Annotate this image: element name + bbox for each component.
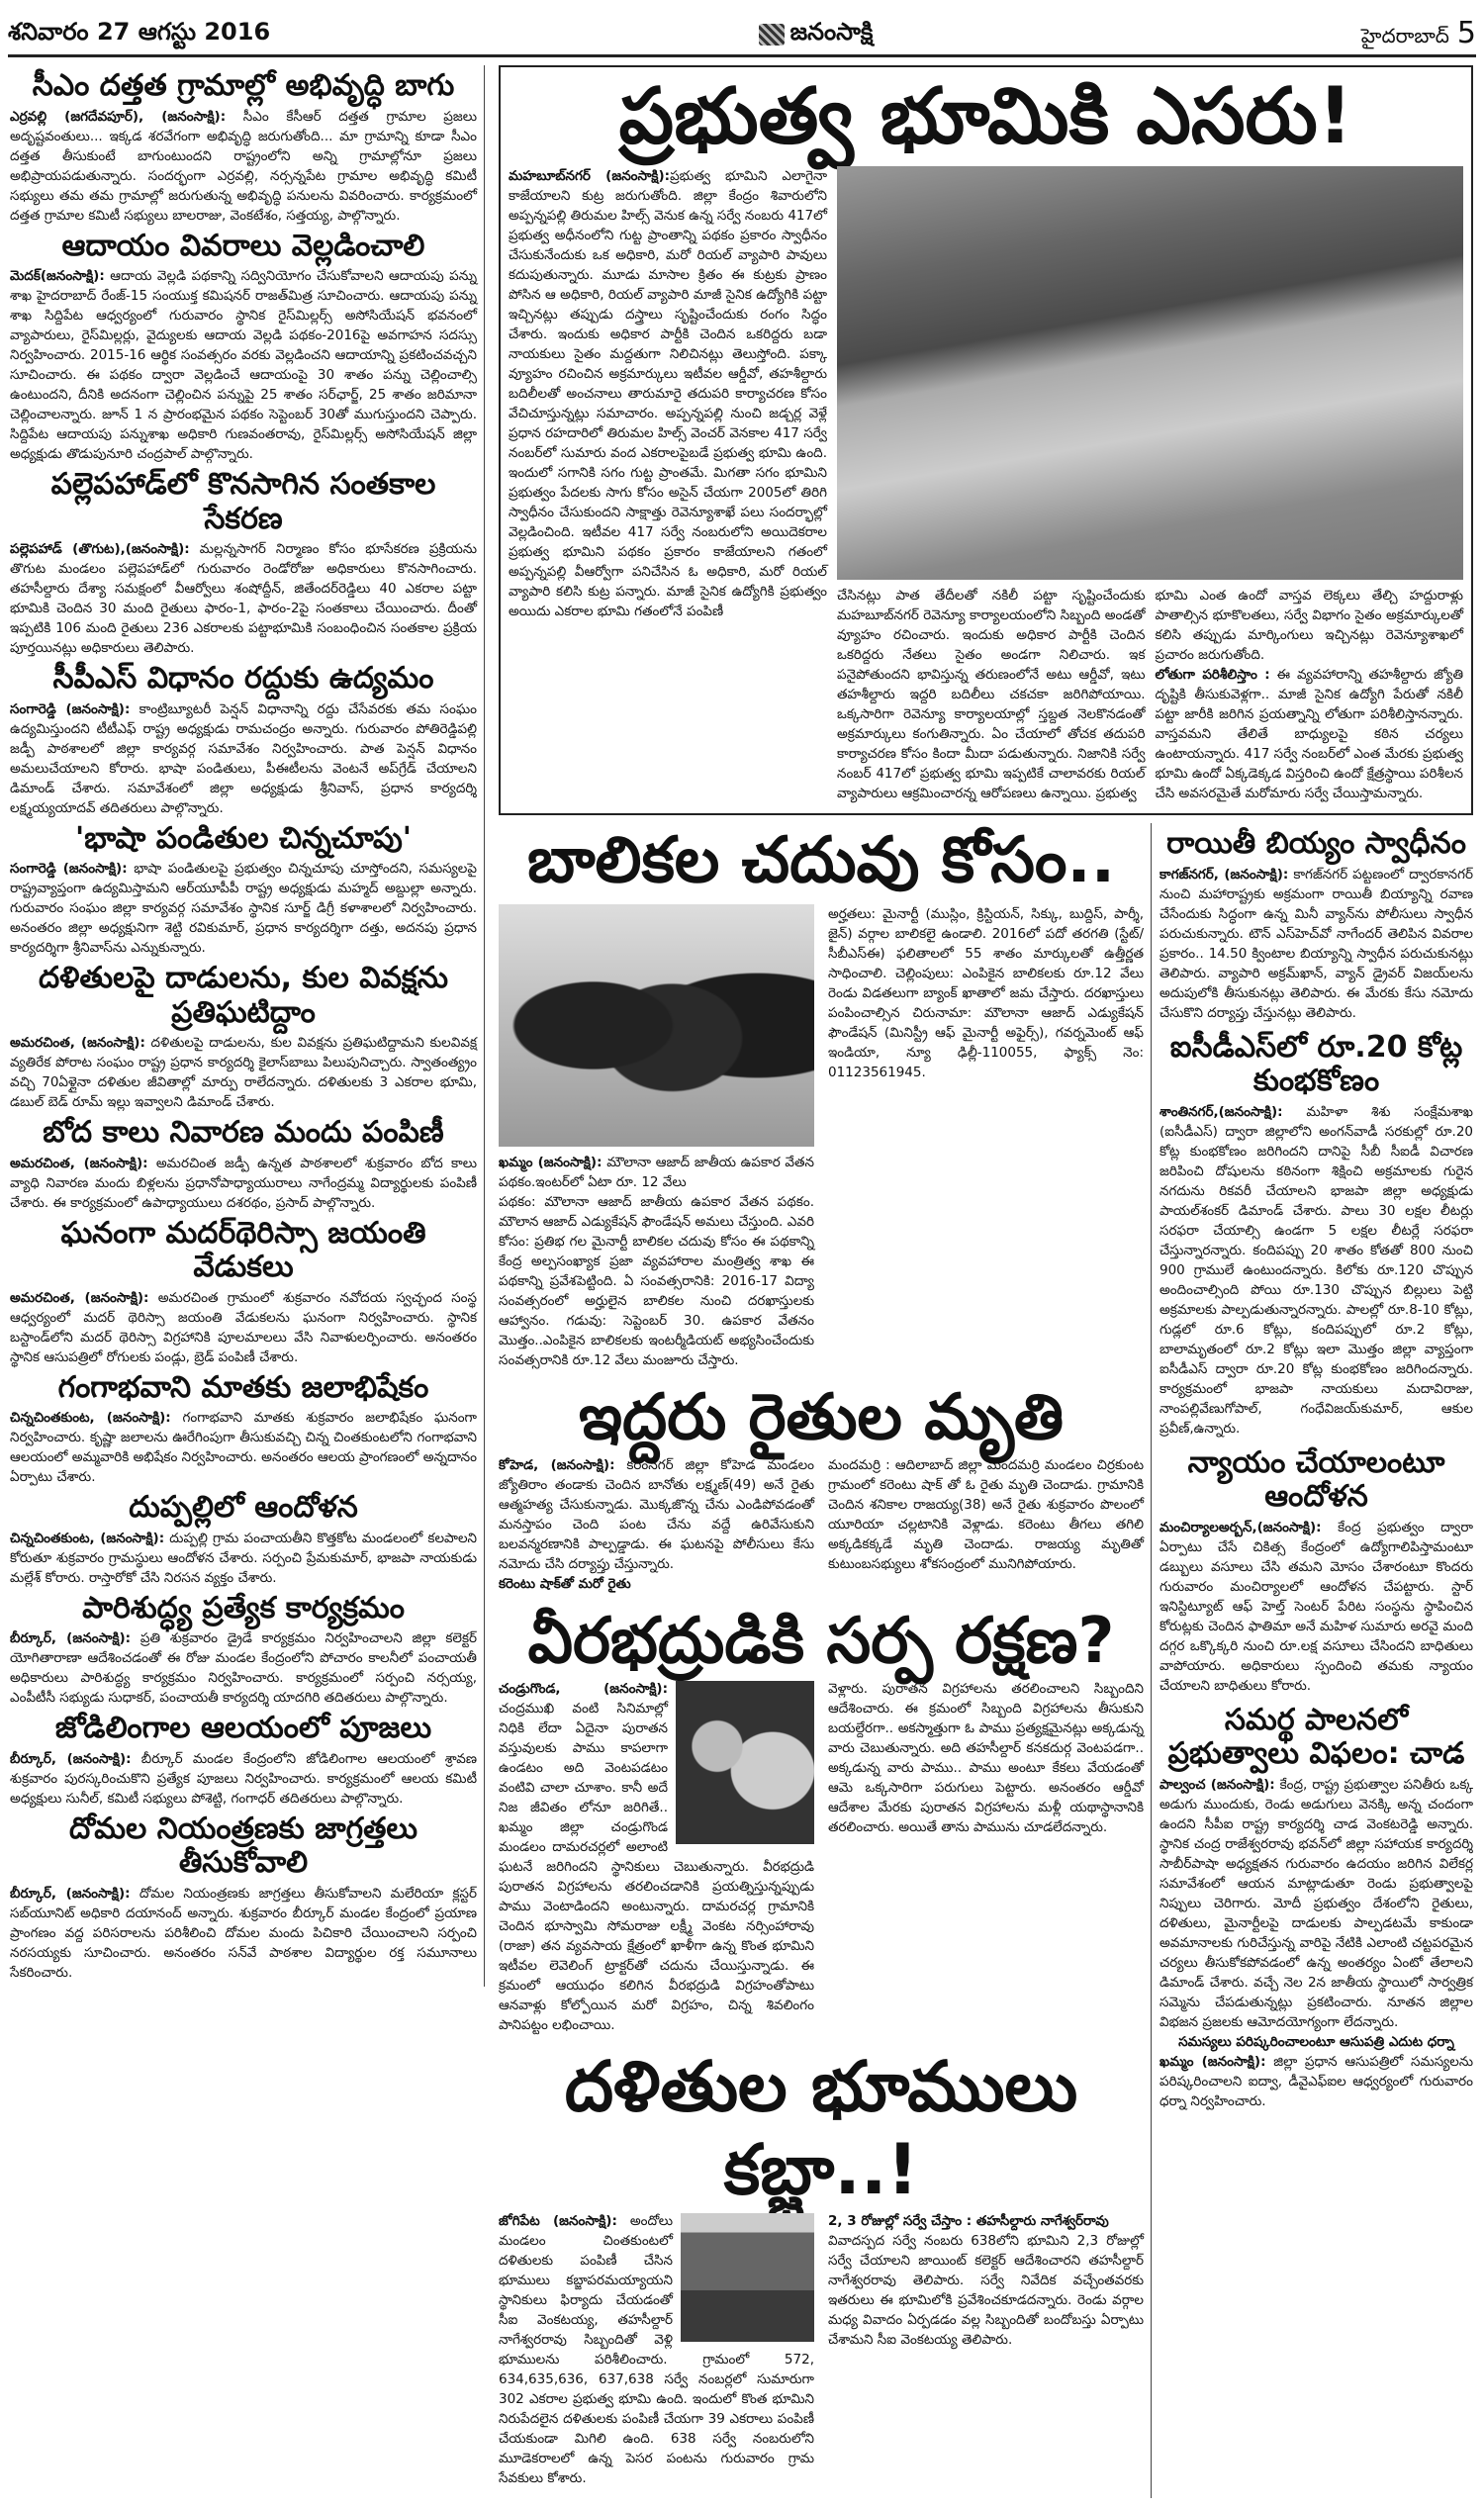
- headline: బోద కాలు నివారణ మందు పంపిణీ: [43, 1115, 444, 1150]
- headline: సీపీఎస్ విధానం రద్దుకు ఉద్యమం: [52, 661, 434, 696]
- headline: వీరభద్రుడికి సర్ప రక్షణ?: [527, 1605, 1115, 1678]
- lead-subhead: లోతుగా పరిశీలిస్తాం :: [1155, 667, 1270, 683]
- article-body: [10, 1749, 477, 1809]
- edition-city: హైదరాబాద్: [1360, 24, 1449, 47]
- article-left-11: [10, 1712, 477, 1809]
- lead-body-col3b: ఈ వ్యవహారాన్ని తహశీల్దారు జ్యోతి దృష్టికి తీసుకువెళ్లగా.. మాజీ సైనిక ఉద్యోగి పేరుతో నకిలీ పట్టా జారీకి జరిగిన ప్రయత్నాన్ని లోతుగా పరిశీలిస్తానన్నారు. వాస్తవమని తేలితే బాధ్యులపై కఠిన చర్యలు ఉంటాయన్నారు. 417 సర్వే నంబర్‌లో ఎంత మేరకు ప్రభుత్వ భూమి ఉందో ఏక్కడెక్కడ విస్తరించి ఉందో క్షేత్రస్థాయి పరిశీలన చేసి అవసరమైతే మరోమారు సర్వే చేయిస్తామన్నారు.: [1155, 667, 1464, 801]
- page-body: [0, 57, 1484, 2508]
- headline: రాయితీ బియ్యం స్వాధీనం: [1166, 826, 1466, 861]
- left-column: [10, 65, 485, 1987]
- lead-headline: ప్రభుత్వ భూమికి ఎసరు!: [618, 72, 1353, 161]
- article-left-12: [10, 1812, 477, 1983]
- body-text: కాగజ్‌నగర్ పట్టణంలో ద్వారకానగర్ నుంచి మహారాష్ట్రకు అక్రమంగా రాయితీ బియ్యాన్ని రవాణ చేసేందుకు సిద్ధంగా ఉన్న మినీ వ్యాన్‌ను పోలీసులు స్వాధీన పరుచుకున్నారు. టౌన్ ఎస్‌హెచ్‌వో నాగేందర్ తెలిపిన వివరాల ప్రకారం.. 14.50 క్వింటాల బియ్యాన్ని స్వాధీన పరుచుకునట్లు తెలిపారు. వ్యాపారి అక్రమ్‌ఖాన్, వ్యాన్ డ్రైవర్ విజయ్‌లను అదుపులోకి తీసుకునట్లు తెలిపారు. ఈ మేరకు కేసు నమోదు చేసుకొని దర్యాప్తు చేస్తునట్లు తెలిపారు.: [1159, 866, 1473, 1021]
- article-left-8: [10, 1371, 477, 1488]
- article-body: [10, 107, 477, 226]
- article-body: [10, 1288, 477, 1367]
- headline: 'భాషా పండితుల చిన్నచూపు': [75, 820, 412, 856]
- body: పథకం: మౌలానా ఆజాద్ జాతీయ ఉపకార వేతన పథకం. మౌలాన ఆజాద్ ఎడ్యుకేషన్ ఫౌండేషన్ అమలు చేస్తుంది. ఎవరి కోసం: ప్రతిభ గల మైనార్టీ బాలికల చదువు కోసం ఈ పథకాన్ని కేంద్ర అల్పసంఖ్యాక ప్రజా వ్యవహారాల మంత్రిత్వ శాఖ ఈ పథకాన్ని ప్రవేశపెట్టింది. ఏ సంవత్సరానికి: 2016-17 విద్యా సంవత్సరంలో అర్హులైన బాలికల నుంచి దరఖాస్తులకు ఆహ్వానం. గడువు: సెప్టెంబర్ 30. ఉపకార వేతనం మొత్తం..ఎంపికైన బాలికలకు ఇంటర్మీడియట్ అభ్యసించేందుకు సంవత్సరానికి రూ.12 వేలు మంజూరు చేస్తారు.: [499, 1194, 814, 1368]
- article-right-1: [1159, 1031, 1473, 1439]
- body-text: దళితులపై దాడులను, కుల వివక్షను ప్రతిఘటిద్దామని కులవివక్ష వ్యతిరేక పోరాట సంఘం రాష్ట్ర ప్రధాన కార్యదర్శి కైలాస్‌బాబు పిలుపునిచ్చారు. స్వాతంత్య్రం వచ్చి 70ఏళ్లైనా దళితుల జీవితాల్లో మార్పు రాలేదన్నారు. దళితులకు 3 ఎకరాల భూమి, డబుల్ బెడ్ రూమ్ ఇల్లు ఇవ్వాలని డిమాండ్ చేశారు.: [10, 1035, 478, 1110]
- issue-date: శనివారం 27 ఆగస్టు 2016: [8, 17, 271, 46]
- lede: మౌలానా ఆజాద్ జాతీయ ఉపకార వేతన పథకం.ఇంటర్‌లో ఏటా రూ. 12 వేలు: [499, 1155, 814, 1190]
- article-body: [10, 1884, 477, 1983]
- article-body: [10, 859, 477, 958]
- dateline: అమరచింత, (జనంసాక్షి):: [10, 1289, 149, 1306]
- middle-column: [499, 823, 1152, 2498]
- headline: దళితుల భూములు కబ్జా..!: [564, 2046, 1078, 2210]
- body-text: అమరచింత గ్రామంలో శుక్రవారం నవోదయ స్వచ్ఛంద సంస్థ ఆధ్వర్యంలో మదర్ థెరిస్సా జయంతి వేడుకలను ఘనంగా నిర్వహించారు. స్థానిక బస్టాండ్‌లోని మదర్ థెరిస్సా విగ్రహానికి పూలమాలలు వేసి నివాళులర్పించారు. అనంతరం స్థానిక ఆసుపత్రిలో రోగులకు పండ్లు, బ్రెడ్ పంపిణీ చేశారు.: [10, 1289, 477, 1365]
- body-text: మల్లన్నసాగర్ నిర్మాణం కోసం భూసేకరణ ప్రక్రియను తొగుట మండలం పల్లెపహాడ్‌లో గురువారం రెండోరోజు అధికారులు కొనసాగించారు. తహసీల్దారు దేశ్యా సమక్షంలో వీఆర్వోలు శంషోద్దీన్, జితేందర్‌రెడ్డిలు 40 ఎకరాల పట్టా భూమికి చెందిన 30 మంది రైతులు ఫారం-1, ఫారం-2పై సంతకాలు చేయించారు. దీంతో ఇప్పటికి 106 మంది రైతులు 236 ఎకరాలకు పట్టాభూమికి సంబంధించిన సంతకాల ప్రక్రియ పూర్తయినట్లు అధికారులు తెలిపారు.: [10, 541, 478, 656]
- article-body: [10, 1628, 477, 1708]
- main-area: [499, 65, 1473, 2498]
- body-text: మహిళా శిశు సంక్షేమశాఖ (ఐసీడీఎస్) ద్వారా జిల్లాలోని అంగన్‌వాడీ సరకుల్లో రూ.20 కోట్ల కుంభకోణం జరిగిందని దానిపై సీబీ సీఐడీ విచారణ జరిపించి దోషులను కఠినంగా శిక్షించి అక్రమాలకు గురైన నగదును రికవరీ చేయాలని భాజపా జిల్లా అధ్యక్షుడు పాయల్‌శంకర్ డిమాండ్ చేశారు. పాలు 30 లక్షల లీటర్లు సరఫరా చేయాల్సి ఉండగా 5 లక్షల లీటర్లే సరఫరా చేస్తున్నారన్నారు. కందిపప్పు 20 శాతం కోతతో 800 నుంచి 900 గ్రాములే ఉంటుందన్నారు. కిలోకు రూ.120 చొప్పున అందించాల్సింది పోయి రూ.130 చొప్పున బిల్లులు పెట్టి అక్రమాలకు పాల్పడుతున్నారన్నారు. పాలల్లో రూ.8-10 కోట్లు, గుడ్లలో రూ.6 కోట్లు, కందిపప్పులో రూ.2 కోట్లు, బాలామృతంలో రూ.2 కోట్లు ఇలా మొత్తం జిల్లా వ్యాప్తంగా ఐసీడీఎస్ ద్వారా రూ.20 కోట్ల కుంభకోణం జరిగిందన్నారు. కార్యక్రమంలో భాజపా నాయకులు మదావిరాజు, నాంపల్లివేణుగోపాల్, గంధేవిజయ్‌కుమార్, ఆకుల ప్రవీణ్,ఉన్నారు.: [1159, 1103, 1473, 1437]
- article-body: [1159, 1518, 1473, 1696]
- article-left-1: [10, 230, 477, 465]
- article-body: [10, 266, 477, 464]
- dateline: ఎర్రవల్లి (జగదేవపూర్), (జనంసాక్షి):: [10, 108, 227, 125]
- headline: న్యాయం చేయాలంటూ ఆందోళన: [1187, 1444, 1445, 1514]
- body-text-2: జిల్లా ప్రధాన ఆసుపత్రిలో సమస్యలను పరిష్కరించాలని ఐద్వా, డీవైఎఫ్‌ఐల ఆధ్వర్యంలో గురువారం ధర్నా నిర్వహించారు.: [1159, 2053, 1473, 2109]
- article-body: [10, 539, 477, 658]
- lead-story: [499, 65, 1473, 815]
- edition-info: [1361, 16, 1476, 52]
- logo-icon: [759, 24, 785, 46]
- body-text: కాంట్రిబ్యూటరీ పెన్షన్ విధానాన్ని రద్దు చేసేవరకు తమ సంఘం ఉద్యమిస్తుందని టీటీఎఫ్ రాష్ట్ర అధ్యక్షుడు రామచంద్రం అన్నారు. గురువారం పోతిరెడ్డిపల్లి జడ్పీ పాఠశాలలో జిల్లా కార్యవర్గ సమావేశం నిర్వహించారు. పాత పెన్షన్ విధానం అమలుచేయాలని కోరారు. భాషా పండితులు, పీఈటీలను వెంటనే అప్‌గ్రేడ్ చేయాలని డిమాండ్ చేశారు. సమావేశంలో జిల్లా అధ్యక్షుడు శ్రీనివాస్, ప్రధాన కార్యదర్శి లక్ష్మయ్యయాదవ్ తదితరులు పాల్గొన్నారు.: [10, 700, 477, 816]
- lead-body-col2: చేసినట్లు పాత తేదీలతో నకిలీ పట్టా సృష్టించేందుకు మహబూబ్‌నగర్ రెవెన్యూ కార్యాలయంలోని సిబ్బంది అండతో వ్యూహం రచించారు. ఇందుకు అధికార పార్టీకి చెందిన ఒకరిద్దరు నేతలు సైతం అండగా నిలిచారు. ఇక పనైపోతుందని భావిస్తున్న తరుణంలోనే అటు ఆర్డీవో, ఇటు తహశీల్దారు ఇద్దరి బదిలీలు చకచకా జరిగిపోయాయి. ఒక్కసారిగా రెవెన్యూ కార్యాలయాల్లో స్తబ్దత నెలకొనడంతో అక్రమార్కులు కంగుతిన్నారు. ఏం చేయాలో తోచక తదుపరి కార్యాచరణ కోసం కిందా మీదా పడుతున్నారు. నిజానికి సర్వే నంబర్ 417లో ప్రభుత్వ భూమి ఇప్పటికే చాలావరకు రియల్ వ్యాపారులు ఆక్రమించారన్న ఆరోపణలు ఉన్నాయి. ప్రభుత్వ: [837, 588, 1146, 801]
- logo-text: జనంసాక్షి: [789, 17, 874, 46]
- headline: జోడిలింగాల ఆలయంలో పూజలు: [54, 1711, 432, 1745]
- article-body: [10, 1529, 477, 1588]
- body-text: దుప్పల్లి గ్రామ పంచాయతీని కొత్తకోట మండలంలో కలపాలని కోరుతూ శుక్రవారం గ్రామస్థులు ఆందోళన చేశారు. సర్పంచి ప్రేమకుమార్, భాజపా నాయకుడు మల్లేశ్ కోరారు. రాస్తారోకో చేసి నిరసన వ్యక్తం చేశారు.: [10, 1530, 477, 1586]
- right-column: [1159, 823, 1473, 2119]
- article-body: [10, 699, 477, 818]
- headline: సీఎం దత్తత గ్రామాల్లో అభివృద్ధి బాగు: [32, 68, 455, 103]
- dateline: అమరచింత, (జనంసాక్షి):: [10, 1035, 145, 1051]
- body-text: దోమల నియంత్రణకు జాగ్రత్తలు తీసుకోవాలని మలేరియా క్లస్టర్ సబ్‌యూనిట్ అధికారి దయానంద్ అన్నారు. శుక్రవారం బీర్కూర్ మండల కేంద్రంలో ప్రయాణ ప్రాంగణం వద్ద పరిసరాలను పరిశీలించి దోమల మందు పిచికారి చేయించాలని సర్పంచి నరసయ్యకు సూచించారు. అనంతరం సన్‌వే పాఠశాల విద్యార్థుల రక్త సమూనాలు సేకరించారు.: [10, 1885, 478, 1981]
- headline: దళితులపై దాడులను, కుల వివక్షను ప్రతిఘటిద్దాం: [38, 961, 449, 1030]
- article-body: [1159, 865, 1473, 1023]
- headline: పల్లెపహాడ్‌లో కొనసాగిన సంతకాల సేకరణ: [50, 467, 436, 536]
- subhead: కరెంటు షాక్‌తో మరో రైతు: [499, 1576, 631, 1592]
- article-body: [1159, 1775, 1473, 2032]
- article-body: [10, 1033, 477, 1112]
- article-left-4: [10, 822, 477, 959]
- body-text: అమరచింత జడ్పీ ఉన్నత పాఠశాలలో శుక్రవారం బోద కాలు వ్యాధి నివారణ మందు బిళ్లలను ప్రధానోపాధ్యాయురాలు నాగేంద్రమ్మ విద్యార్థులకు పంపిణీ చేశారు. ఈ కార్యక్రమంలో ఉపాధ్యాయులు దశరథం, ప్రసాద్ పాల్గొన్నారు.: [10, 1155, 478, 1211]
- body-2: వెళ్లారు. పురాతన విగ్రహాలను తరలించాలని సిబ్బందిని ఆదేశించారు. ఈ క్రమంలో సిబ్బంది విగ్రహాలను తీసుకుని బయల్దేరగా.. అకస్మాత్తుగా ఓ పాము ప్రత్యక్షమైనట్లు అక్కడున్న వారు చెబుతున్నారు. అది తహసీల్దార్ కనకదుర్గ వెంటపడగా.. అక్కడున్న వారు పాము.. పాము అంటూ కేకలు వేయడంతో ఆమె ఒక్కసారిగా పరుగులు పెట్టారు. అనంతరం ఆర్డీవో ఆదేశాల మేరకు పురాతన విగ్రహాలను మళ్లీ యథాస్థానానికి తరలించారు. అయితే తాను పామును చూడలేదన్నారు.: [828, 1681, 1144, 1835]
- dateline: ఖమ్మం (జనంసాక్షి):: [499, 1155, 603, 1170]
- article-farmers-death: [499, 1380, 1144, 1594]
- dateline: సంగారెడ్డి (జనంసాక్షి):: [10, 861, 128, 877]
- dateline: అమరచింత, (జనంసాక్షి):: [10, 1155, 148, 1171]
- article-body-2: [1159, 2052, 1473, 2111]
- headline: పారిశుద్ధ్య ప్రత్యేక కార్యక్రమం: [82, 1590, 405, 1626]
- dateline: కోహెడ, (జనంసాక్షి):: [499, 1457, 615, 1473]
- photo-girls: [499, 904, 814, 1147]
- lead-photo-hill-land: [837, 166, 1463, 580]
- body-text: బీర్కూర్ మండల కేంద్రంలోని జోడిలింగాల ఆలయంలో శ్రావణ శుక్రవారం పురస్కరించుకొని ప్రత్యేక పూజలు నిర్వహించారు. కార్యక్రమంలో ఆలయ కమిటీ అధ్యక్షులు సునీల్, కమిటీ సభ్యులు పోశెట్టి, గంగాధర్ తదితరులు పాల్గొన్నారు.: [10, 1750, 478, 1807]
- headline: ఘనంగా మదర్‌థెరిస్సా జయంతి వేడుకలు: [60, 1215, 426, 1284]
- article-left-5: [10, 962, 477, 1112]
- body-2: వివాదస్పద సర్వే నంబరు 638లోని భూమిని 2,3 రోజుల్లో సర్వే చేయాలని జాయింట్ కలెక్టర్ ఆదేశించారని తహసీల్దార్ నాగేశ్వరరావు తెలిపారు. సర్వే నివేదిక వచ్చేంతవరకు ఇతరులు ఈ భూమిలోకి ప్రవేశించకూడదన్నారు. రెండు వర్గాల మధ్య వివాదం ఏర్పడడం వల్ల సిబ్బందితో బందోబస్తు ఏర్పాటు చేశామని సీఐ వెంకటయ్య తెలిపారు.: [828, 2233, 1144, 2348]
- photo-idols: [676, 1681, 814, 1844]
- body: కరీంనగర్ జిల్లా కోహెడ మండలం జ్యోతిరాం తండాకు చెందిన బానోతు లక్ష్మణ్(49) అనే రైతు ఆత్మహత్య చేసుకున్నాడు. మొక్కజొన్న చేను ఎండిపోవడంతో మనస్తాపం చెంది పంట చేను వద్దే ఉరివేసుకుని బలవన్మరణానికి పాల్పడ్డాడు. ఈ ఘటనపై పోలీసులు కేసు నమోదు చేసి దర్యాప్తు చేస్తున్నారు.: [499, 1457, 814, 1572]
- article-girls-education: [499, 823, 1144, 1370]
- body-text: కేంద్ర, రాష్ట్ర ప్రభుత్వాల పనితీరు ఒక్క అడుగు ముందుకు, రెండు అడుగులు వెనక్కి అన్న చందంగా ఉందని సీపీఐ రాష్ట్ర కార్యదర్శి చాడ వెంకటరెడ్డి అన్నారు. స్థానిక చంద్ర రాజేశ్వరరావు భవన్‌లో జిల్లా సహాయక కార్యదర్శి సాబీర్‌పాషా అధ్యక్షతన గురువారం ఉదయం జరిగిన విలేకర్ల సమావేశంలో ఆయన మాట్లాడుతూ రెండు ప్రభుత్వాలపై నిప్పులు చెరిగారు. మోదీ ప్రభుత్వం దేశంలోని రైతులు, దళితులు, మైనార్టీలపై దాడులకు పాల్పడటమే కాకుండా అవమానాలకు గురిచేస్తున్న వారిపై నేటికి ఎలాంటి చట్టపరమైన చర్యలు తీసుకోకపోవడంలో ఉన్న అంతర్యం ఏంటో తేలాలని డిమాండ్ చేశారు. వచ్చే నెల 2న జాతీయ స్థాయిలో సార్వత్రిక సమ్మెను చేపడుతున్నట్లు ప్రకటించారు. నూతన జిల్లాల విభజన ప్రజలకు ఆమోదయోగ్యంగా లేదన్నారు.: [1159, 1776, 1473, 2030]
- dateline: బీర్కూర్, (జనంసాక్షి):: [10, 1630, 132, 1646]
- dateline: చండ్రుగొండ, (జనంసాక్షి):: [499, 1681, 668, 1697]
- body-text: కేంద్ర ప్రభుత్వం ద్వారా ఏర్పాటు చేసే చికిత్స కేంద్రంలో ఉద్యోగాలిపిస్తామంటూ డబ్బులు వసూలు చేసి తమని మోసం చేశారంటూ కొందరు గురువారం మంచిర్యాలలో ఆందోళన చేపట్టారు. స్టార్ ఇనిస్టిట్యూట్ ఆఫ్ హెల్త్ సెంటర్ పేరిట సంస్థను స్థాపించిన కోరుట్లకు చెందిన ఫాతిమా అనే మహిళ సుమారు అరవై మంది దగ్గర ఒక్కొక్కరి నుంచి రూ.లక్ష వసూలు చేసిందని బాధితులు వాపోయారు. అధికారులు స్పందించి తమకు న్యాయం చేయాలని బాధితులు కోరారు.: [1159, 1519, 1473, 1694]
- article-dalit-lands: [499, 2045, 1144, 2488]
- headline: ఇద్దరు రైతుల మృతి: [578, 1381, 1065, 1454]
- lower-area: [499, 823, 1473, 2498]
- headline: సమర్థ పాలనలో ప్రభుత్వాలు విఫలం: చాడ: [1167, 1702, 1465, 1771]
- dateline: శాంతినగర్,(జనంసాక్షి):: [1159, 1103, 1283, 1120]
- headline: బాలికల చదువు కోసం..: [526, 824, 1116, 897]
- headline: ఆదాయం వివరాలు వెల్లడించాలి: [61, 228, 425, 263]
- dateline: బీర్కూర్, (జనంసాక్షి):: [10, 1885, 131, 1902]
- dateline: పల్లెపహాడ్ (తొగుట),(జనంసాక్షి):: [10, 541, 190, 557]
- body-2: అర్హతలు: మైనార్టీ (ముస్లిం, క్రిస్టియన్, సిక్కు, బుద్దిస్, పార్శీ, జైన్) వర్గాల బాలికలై ఉండాలి. 2016లో పదో తరగతి (స్టేట్/సీబీఎస్‌ఈ) ఫలితాలలో 55 శాతం మార్కులతో ఉత్తీర్ణత సాధించాలి. చెల్లింపులు: ఎంపికైన బాలికలకు రూ.12 వేలు రెండు విడతలుగా బ్యాంక్ ఖాతాలో జమ చేస్తారు. దరఖాస్తులు పంపించాల్సిన చిరునామా: మౌలానా ఆజాద్ ఎడ్యుకేషన్ ఫౌండేషన్ (మినిస్ట్రీ ఆఫ్ మైనార్టీ అఫైర్స్), గవర్నమెంట్ ఆఫ్ ఇండియా, న్యూ ఢిల్లీ-110055, ఫ్యాక్స్ నెం: 01123561945.: [828, 906, 1144, 1080]
- subhead: సమస్యలు పరిష్కరించాలంటూ ఆసుపత్రి ఎదుట ధర్నా: [1178, 2033, 1454, 2050]
- dateline: కాగజ్‌నగర్, (జనంసాక్షి):: [1159, 866, 1289, 882]
- article-snake-idol: [499, 1604, 1144, 2035]
- article-right-2: [1159, 1446, 1473, 1696]
- article-body: [10, 1154, 477, 1213]
- dateline: మంచిర్యాలఅర్బన్,(జనంసాక్షి):: [1159, 1519, 1322, 1535]
- photo-field-inspection: [681, 2213, 814, 2342]
- dateline: చిన్నచింతకుంట, (జనంసాక్షి):: [10, 1530, 165, 1546]
- masthead: [8, 14, 1476, 57]
- article-left-6: [10, 1116, 477, 1213]
- article-left-10: [10, 1592, 477, 1709]
- article-body: [1159, 1102, 1473, 1439]
- body-text: సీఎం కేసీఆర్ దత్తత గ్రామాల ప్రజలు అదృష్టవంతులు... ఇక్కడ శరవేగంగా అభివృద్ధి జరుగుతోంది... మా గ్రామాన్ని కూడా సీఎం దత్తత తీసుకుంటే బాగుంటుందని రాష్ట్రంలోని అన్ని గ్రామాల్లోనూ ప్రజలు అభిప్రాయపడుతున్నారు. సందర్భంగా ఎర్రవల్లి, నర్సన్నపేట గ్రామాల అభివృద్ధి కమిటీ సభ్యులు తమ తమ గ్రామాల్లో జరుగుతున్న అభివృద్ధి పనులను వివరించారు. కార్యక్రమంలో దత్తత గ్రామాల కమిటీ సభ్యులు బాలరాజు, వెంకటేశం, సత్తయ్య, పాల్గొన్నారు.: [10, 108, 478, 224]
- page-number: 5: [1456, 16, 1476, 50]
- body-text: ఆదాయ వెల్లడి పథకాన్ని సద్వినియోగం చేసుకోవాలని ఆదాయపు పన్ను శాఖ హైదరాబాద్ రేంజ్-15 సంయుక్త కమిషనర్ రాజత్‌మిత్ర సూచించారు. ఆదాయపు పన్ను శాఖ సిద్దిపేట ఆధ్వర్యంలో గురువారం స్థానిక రైస్‌మిల్లర్స్ అసోసియేషన్ భవనంలో వ్యాపారులు, రైస్‌మిల్లర్లు, వైద్యులకు ఆదాయ వెల్లడి పథకం-2016పై అవగాహన సదస్సు నిర్వహించారు. 2015-16 ఆర్థిక సంవత్సరం వరకు వెల్లడించని ఆదాయాన్ని ప్రకటించవచ్చని సూచించారు. ఈ పథకం ద్వారా వెల్లడించే ఆదాయంపై 30 శాతం పన్ను చెల్లించాల్సి ఉంటుందని, దీనికి అదనంగా చెల్లించిన పన్నుపై 25 శాతం సర్‌ఛార్జ్, 25 శాతం జరిమానా చెల్లించాలన్నారు. జూన్ 1 న ప్రారంభమైన పథకం సెప్టెంబర్ 30తో ముగుస్తుందని చెప్పారు. సిద్దిపేట ఆదాయపు పన్నుశాఖ అధికారి గుణవంతరావు, రైస్‌మిల్లర్స్ అసోసియేషన్ జిల్లా అధ్యక్షుడు తొడుపునూరి చంద్రపాల్ పాల్గొన్నారు.: [10, 268, 478, 462]
- lead-body-col3: భూమి ఎంత ఉందో వాస్తవ లెక్కలు తేల్చి హద్దురాళ్లు పాతాల్సిన భూకొలతలు, సర్వే విభాగం సైతం అక్రమార్కులతో కలిసి తప్పుడు మార్కింగులు ఇచ్చినట్లు రెవెన్యూశాఖలో ప్రచారం జరుగుతోంది.: [1155, 588, 1463, 663]
- lead-body-col1: ప్రభుత్వ భూమిని ఎలాగైనా కాజేయాలని కుట్ర జరుగుతోంది. జిల్లా కేంద్రం శివారులోని అప్పన్నపల్లి తిరుమల హిల్స్ వెనుక ఉన్న సర్వే నంబరు 417లో ప్రభుత్వ అధీనంలోని గుట్ట ప్రాంతాన్ని పథకం ప్రకారం స్వాధీనం చేసుకునేందుకు ఒక అధికారి, మరో రియల్ వ్యాపారి పావులు కదుపుతున్నారు. మూడు మాసాల క్రితం ఈ కుట్రకు ప్రాణం పోసిన ఆ అధికారి, రియల్ వ్యాపారి మాజీ సైనిక ఉద్యోగికి పట్టా ఇచ్చినట్లు తప్పుడు దస్త్రాలు సృష్టించేందుకు రంగం సిద్ధం చేశారు. ఇందుకు అధికార పార్టీకి చెందిన ఒకరిద్దరు బడా నాయకులు సైతం మద్దతుగా నిలిచినట్లు తెలుస్తోంది. పక్కా వ్యూహం రచించిన అక్రమార్కులు ఇటీవల ఆర్డీవో, తహశీల్దారు బదిలీలతో అంచనాలు తారుమారై తదుపరి కార్యాచరణ కోసం వేచిచూస్తున్నట్లు సమాచారం. అప్పన్నపల్లి నుంచి జడ్చర్ల వెళ్లే ప్రధాన రహదారిలో తిరుమల హిల్స్ వెంచర్ వెనకాల 417 సర్వే నంబర్‌లో సుమారు వంద ఎకరాలపైబడే ప్రభుత్వ భూమి ఉంది. ఇందులో సగానికి సగం గుట్ట ప్రాంతమే. మిగతా సగం భూమిని ప్రభుత్వం పేదలకు సాగు కోసం అసైన్ చేయగా 2005లో తిరిగి స్వాధీనం చేసుకుందని సాక్షాత్తు రెవెన్యూశాఖే పలు సందర్భాల్లో వెల్లడించింది. ఇటీవల 417 సర్వే నంబరులోని అయిదెకరాల ప్రభుత్వ భూమిని పథకం ప్రకారం కాజేయాలని గతంలో అప్పన్నపల్లి వీఆర్వోగా పనిచేసిన ఓ అధికారి, మరో రియల్ వ్యాపారి కలిసి కుట్ర పన్నారు. మాజీ సైనిక ఉద్యోగికి ప్రభుత్వం అయిదు ఎకరాల భూమి గతంలోనే పంపిణీ: [509, 168, 827, 619]
- body-text: భాషా పండితులపై ప్రభుత్వం చిన్నచూపు చూస్తోందని, సమస్యలపై రాష్ట్రవ్యాప్తంగా ఉద్యమిస్తామని ఆర్‌యూపీపీ రాష్ట్ర అధ్యక్షుడు మహ్మద్ అబ్దుల్లా అన్నారు. గురువారం సంఘం జిల్లా కార్యవర్గ సమావేశం స్థానిక సూర్జ్ డిగ్రీ కళాశాలలో నిర్వహించారు. అనంతరం జిల్లా అధ్యక్షునిగా శెట్టి రవికుమార్, ప్రధాన కార్యదర్శిగా దత్తు, అదనపు ప్రధాన కార్యదర్శిగా శ్రీనివాస్‌ను ఎన్నుకున్నారు.: [10, 861, 477, 956]
- article-right-0: [1159, 827, 1473, 1023]
- article-left-9: [10, 1491, 477, 1588]
- article-left-7: [10, 1217, 477, 1367]
- dateline: పాల్వంచ (జనంసాక్షి):: [1159, 1776, 1275, 1793]
- body-2: మందమర్రి : ఆదిలాబాద్ జిల్లా మందమర్రి మండలం చిర్రకుంట గ్రామంలో కరెంటు షాక్ తో ఓ రైతు మృతి చెందాడు. గ్రామానికి చెందిన శనికాల రాజయ్య(38) అనే రైతు శుక్రవారం పొలంలో యూరియా చల్లటానికి వెళ్లాడు. కరెంటు తీగలు తగిలి అక్కడికక్కడే మృతి చెందాడు. రాజయ్య మృతితో కుటుంబసభ్యులు శోకసంద్రంలో మునిగిపోయారు.: [828, 1457, 1144, 1572]
- headline: దుప్పల్లిలో ఆందోళన: [129, 1490, 358, 1525]
- dateline: జోగిపేట (జనంసాక్షి):: [499, 2213, 617, 2229]
- article-body: [10, 1408, 477, 1487]
- headline: దోమల నియంత్రణకు జాగ్రత్తలు తీసుకోవాలి: [68, 1811, 418, 1880]
- newspaper-logo: [759, 18, 874, 51]
- article-left-0: [10, 69, 477, 226]
- article-left-3: [10, 662, 477, 818]
- dateline: బీర్కూర్, (జనంసాక్షి):: [10, 1750, 132, 1767]
- dateline: చిన్నచింతకుంట, (జనంసాక్షి):: [10, 1410, 171, 1426]
- headline: గంగాభవాని మాతకు జలాభిషేకం: [57, 1369, 429, 1405]
- dateline: సంగారెడ్డి (జనంసాక్షి):: [10, 700, 131, 717]
- lead-dateline: మహబూబ్‌నగర్ (జనంసాక్షి):: [509, 168, 671, 184]
- subhead: 2, 3 రోజుల్లో సర్వే చేస్తాం : తహసీల్దారు నాగేశ్వర్‌రావు: [828, 2213, 1109, 2229]
- dateline: మెదక్(జనంసాక్షి):: [10, 268, 105, 284]
- body: చంద్రముఖి వంటి సినిమాల్లో నిధికి లేదా ఏదైనా పురాతన వస్తువులకు పాము కాపలాగా ఉండటం అది వెంటపడటం వంటివి చాలా చూశాం. కానీ అదే నిజ జీవితం లోనూ జరిగితే.. ఖమ్మం జిల్లా చండ్రుగొండ మండలం దామరచర్లలో అలాంటి ఘటనే జరిగిందని స్థానికులు చెబుతున్నారు. వీరభద్రుడి పురాతన విగ్రహాలను తరలించడానికి ప్రయత్నిస్తున్నప్పుడు పాము వెంటాడిందని అంటున్నారు. దామరచర్ల గ్రామానికి చెందిన భూస్వామి సోమరాజు లక్ష్మీ వెంకట నర్సింహారావు (రాజా) తన వ్యవసాయ క్షేత్రంలో ఖాళీగా ఉన్న కొంత భూమిని ఇటీవల లెవెలింగ్ ట్రాక్టర్‌తో చదును చేయిస్తున్నాడు. ఈ క్రమంలో ఆయుధం కలిగిన వీరభద్రుడి విగ్రహంతోపాటు ఆనవాళ్లు కోల్పోయిన మరో విగ్రహం, చిన్న శివలింగం పానిపట్టం లభించాయి.: [499, 1701, 814, 2033]
- body: అందోలు మండలం చింతకుంటలో దళితులకు పంపిణీ చేసిన భూములు కబ్జాపరమయ్యాయని స్థానికులు ఫిర్యాదు చేయడంతో సీఐ వెంకటయ్య, తహసీల్దార్ నాగేశ్వరరావు సిబ్బందితో వెళ్లి భూములను పరిశీలించారు. గ్రామంలో 572, 634,635,636, 637,638 సర్వే నంబర్లలో సుమారుగా 302 ఎకరాల ప్రభుత్వ భూమి ఉంది. ఇందులో కొంత భూమిని నిరుపేదలైన దళితులకు పంపిణీ చేయగా 39 ఎకరాలు పంపిణీ చేయకుండా మిగిలి ఉంది. 638 సర్వే నంబరులోని మూడెకరాలలో ఉన్న పెసర పంటను గురువారం గ్రామ సేవకులు కోశారు.: [499, 2213, 814, 2486]
- headline: ఐసీడీఎస్‌లో రూ.20 కోట్ల కుంభకోణం: [1169, 1029, 1463, 1098]
- article-right-3: [1159, 1704, 1473, 2111]
- dateline-2: ఖమ్మం (జనంసాక్షి):: [1159, 2053, 1266, 2070]
- body-text: గంగాభవాని మాతకు శుక్రవారం జలాభిషేకం ఘనంగా నిర్వహించారు. కృష్ణా జలాలను ఊరేగింపుగా తీసుకువచ్చి చిన్న చింతకుంటలోని గంగాభవాని ఆలయంలో అమ్మవారికి అభిషేకం నిర్వహించారు. అనంతరం ఆలయ ప్రాంగణంలో అన్నదానం ఏర్పాటు చేశారు.: [10, 1410, 477, 1485]
- article-left-2: [10, 468, 477, 658]
- body-text: ప్రతి శుక్రవారం డ్రైడే కార్యక్రమం నిర్వహించాలని జిల్లా కలెక్టర్ యోగితారాణా ఆదేశించడంతో ఈ రోజు మండల కేంద్రంలోని పోచారం కాలనీలో పంచాయతీ అధికారులు పారిశుద్ధ్య కార్యక్రమం నిర్వహించారు. కార్యక్రమంలో సర్పంచి నర్సయ్య, ఎంపీటీసీ సభ్యుడు సుధాకర్, పంచాయతీ కార్యదర్శి యాదగిరి తదితరులు పాల్గొన్నారు.: [10, 1630, 477, 1706]
